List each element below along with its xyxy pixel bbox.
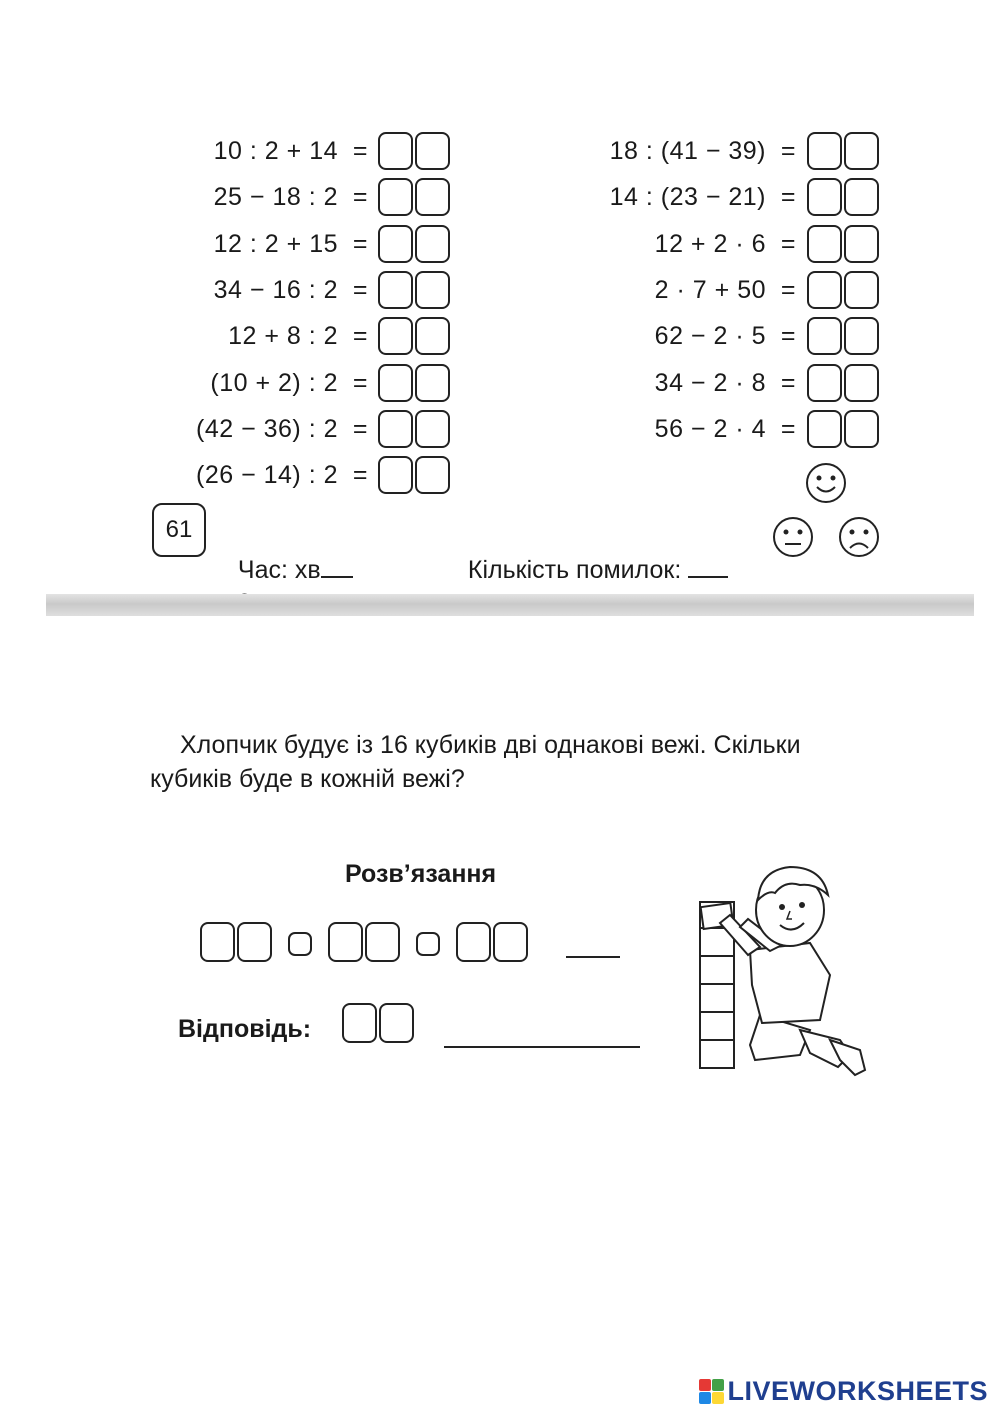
smiley-neutral-icon (772, 516, 814, 558)
left-expression: (26 − 14) : 2 = (196, 461, 368, 490)
left-answer-box[interactable] (378, 132, 450, 170)
left-answer-box[interactable] (378, 225, 450, 263)
solution-number-2[interactable] (328, 922, 400, 962)
left-answer-box[interactable] (378, 364, 450, 402)
right-answer-box[interactable] (807, 364, 879, 402)
boy-building-tower-illustration (690, 855, 875, 1085)
liveworksheets-logo-icon (699, 1379, 724, 1404)
answer-label: Відповідь: (178, 1015, 312, 1043)
left-expression: 34 − 16 : 2 = (213, 275, 368, 304)
right-expression: 34 − 2 · 8 = (654, 368, 796, 397)
solution-unit-blank[interactable] (566, 956, 620, 958)
right-answer-box[interactable] (807, 225, 879, 263)
right-answer-box[interactable] (807, 178, 879, 216)
right-expression: 62 − 2 · 5 = (654, 322, 796, 351)
solution-operator-1[interactable] (288, 932, 312, 956)
section-divider (46, 594, 974, 616)
solution-operator-2[interactable] (416, 932, 440, 956)
left-answer-box[interactable] (378, 410, 450, 448)
minutes-blank[interactable] (321, 576, 353, 578)
right-answer-box[interactable] (807, 132, 879, 170)
smiley-sad-icon (838, 516, 880, 558)
right-expression: 2 · 7 + 50 = (654, 275, 796, 304)
solution-heading: Розв’язання (345, 860, 497, 888)
errors-field (454, 527, 728, 585)
problem-line-2: кубиків буде в кожній вежі? (150, 765, 465, 793)
left-answer-box[interactable] (378, 456, 450, 494)
left-expression: 10 : 2 + 14 = (213, 137, 368, 165)
answer-number[interactable] (342, 1003, 414, 1043)
right-expression: 12 + 2 · 6 = (654, 229, 796, 258)
right-expression: 18 : (41 − 39) = (609, 137, 796, 165)
smiley-happy-icon (805, 462, 847, 504)
page-number: 61 (152, 503, 206, 557)
problem-line-1: Хлопчик будує із 16 кубиків дві однакові вежі. Скільки (180, 731, 801, 759)
left-expression: (42 − 36) : 2 = (196, 414, 368, 443)
left-answer-box[interactable] (378, 178, 450, 216)
time-label: Час: хв (237, 556, 321, 584)
right-expression: 14 : (23 − 21) = (609, 183, 796, 212)
left-answer-box[interactable] (378, 317, 450, 355)
right-answer-box[interactable] (807, 410, 879, 448)
solution-result[interactable] (456, 922, 528, 962)
left-answer-box[interactable] (378, 271, 450, 309)
errors-blank[interactable] (688, 576, 728, 578)
left-expression: 12 + 8 : 2 = (228, 322, 368, 351)
left-expression: 25 − 18 : 2 = (213, 183, 368, 212)
left-expression: 12 : 2 + 15 = (213, 229, 368, 258)
left-expression: (10 + 2) : 2 = (210, 368, 368, 397)
right-expression: 56 − 2 · 4 = (654, 414, 796, 443)
liveworksheets-brand (699, 1376, 988, 1407)
errors-label: Кількість помилок: (467, 556, 682, 584)
right-answer-box[interactable] (807, 317, 879, 355)
right-answer-box[interactable] (807, 271, 879, 309)
answer-text-blank[interactable] (444, 1046, 640, 1048)
word-problem (150, 728, 910, 796)
brand-text: LIVEWORKSHEETS (727, 1376, 988, 1406)
solution-number-1[interactable] (200, 922, 272, 962)
